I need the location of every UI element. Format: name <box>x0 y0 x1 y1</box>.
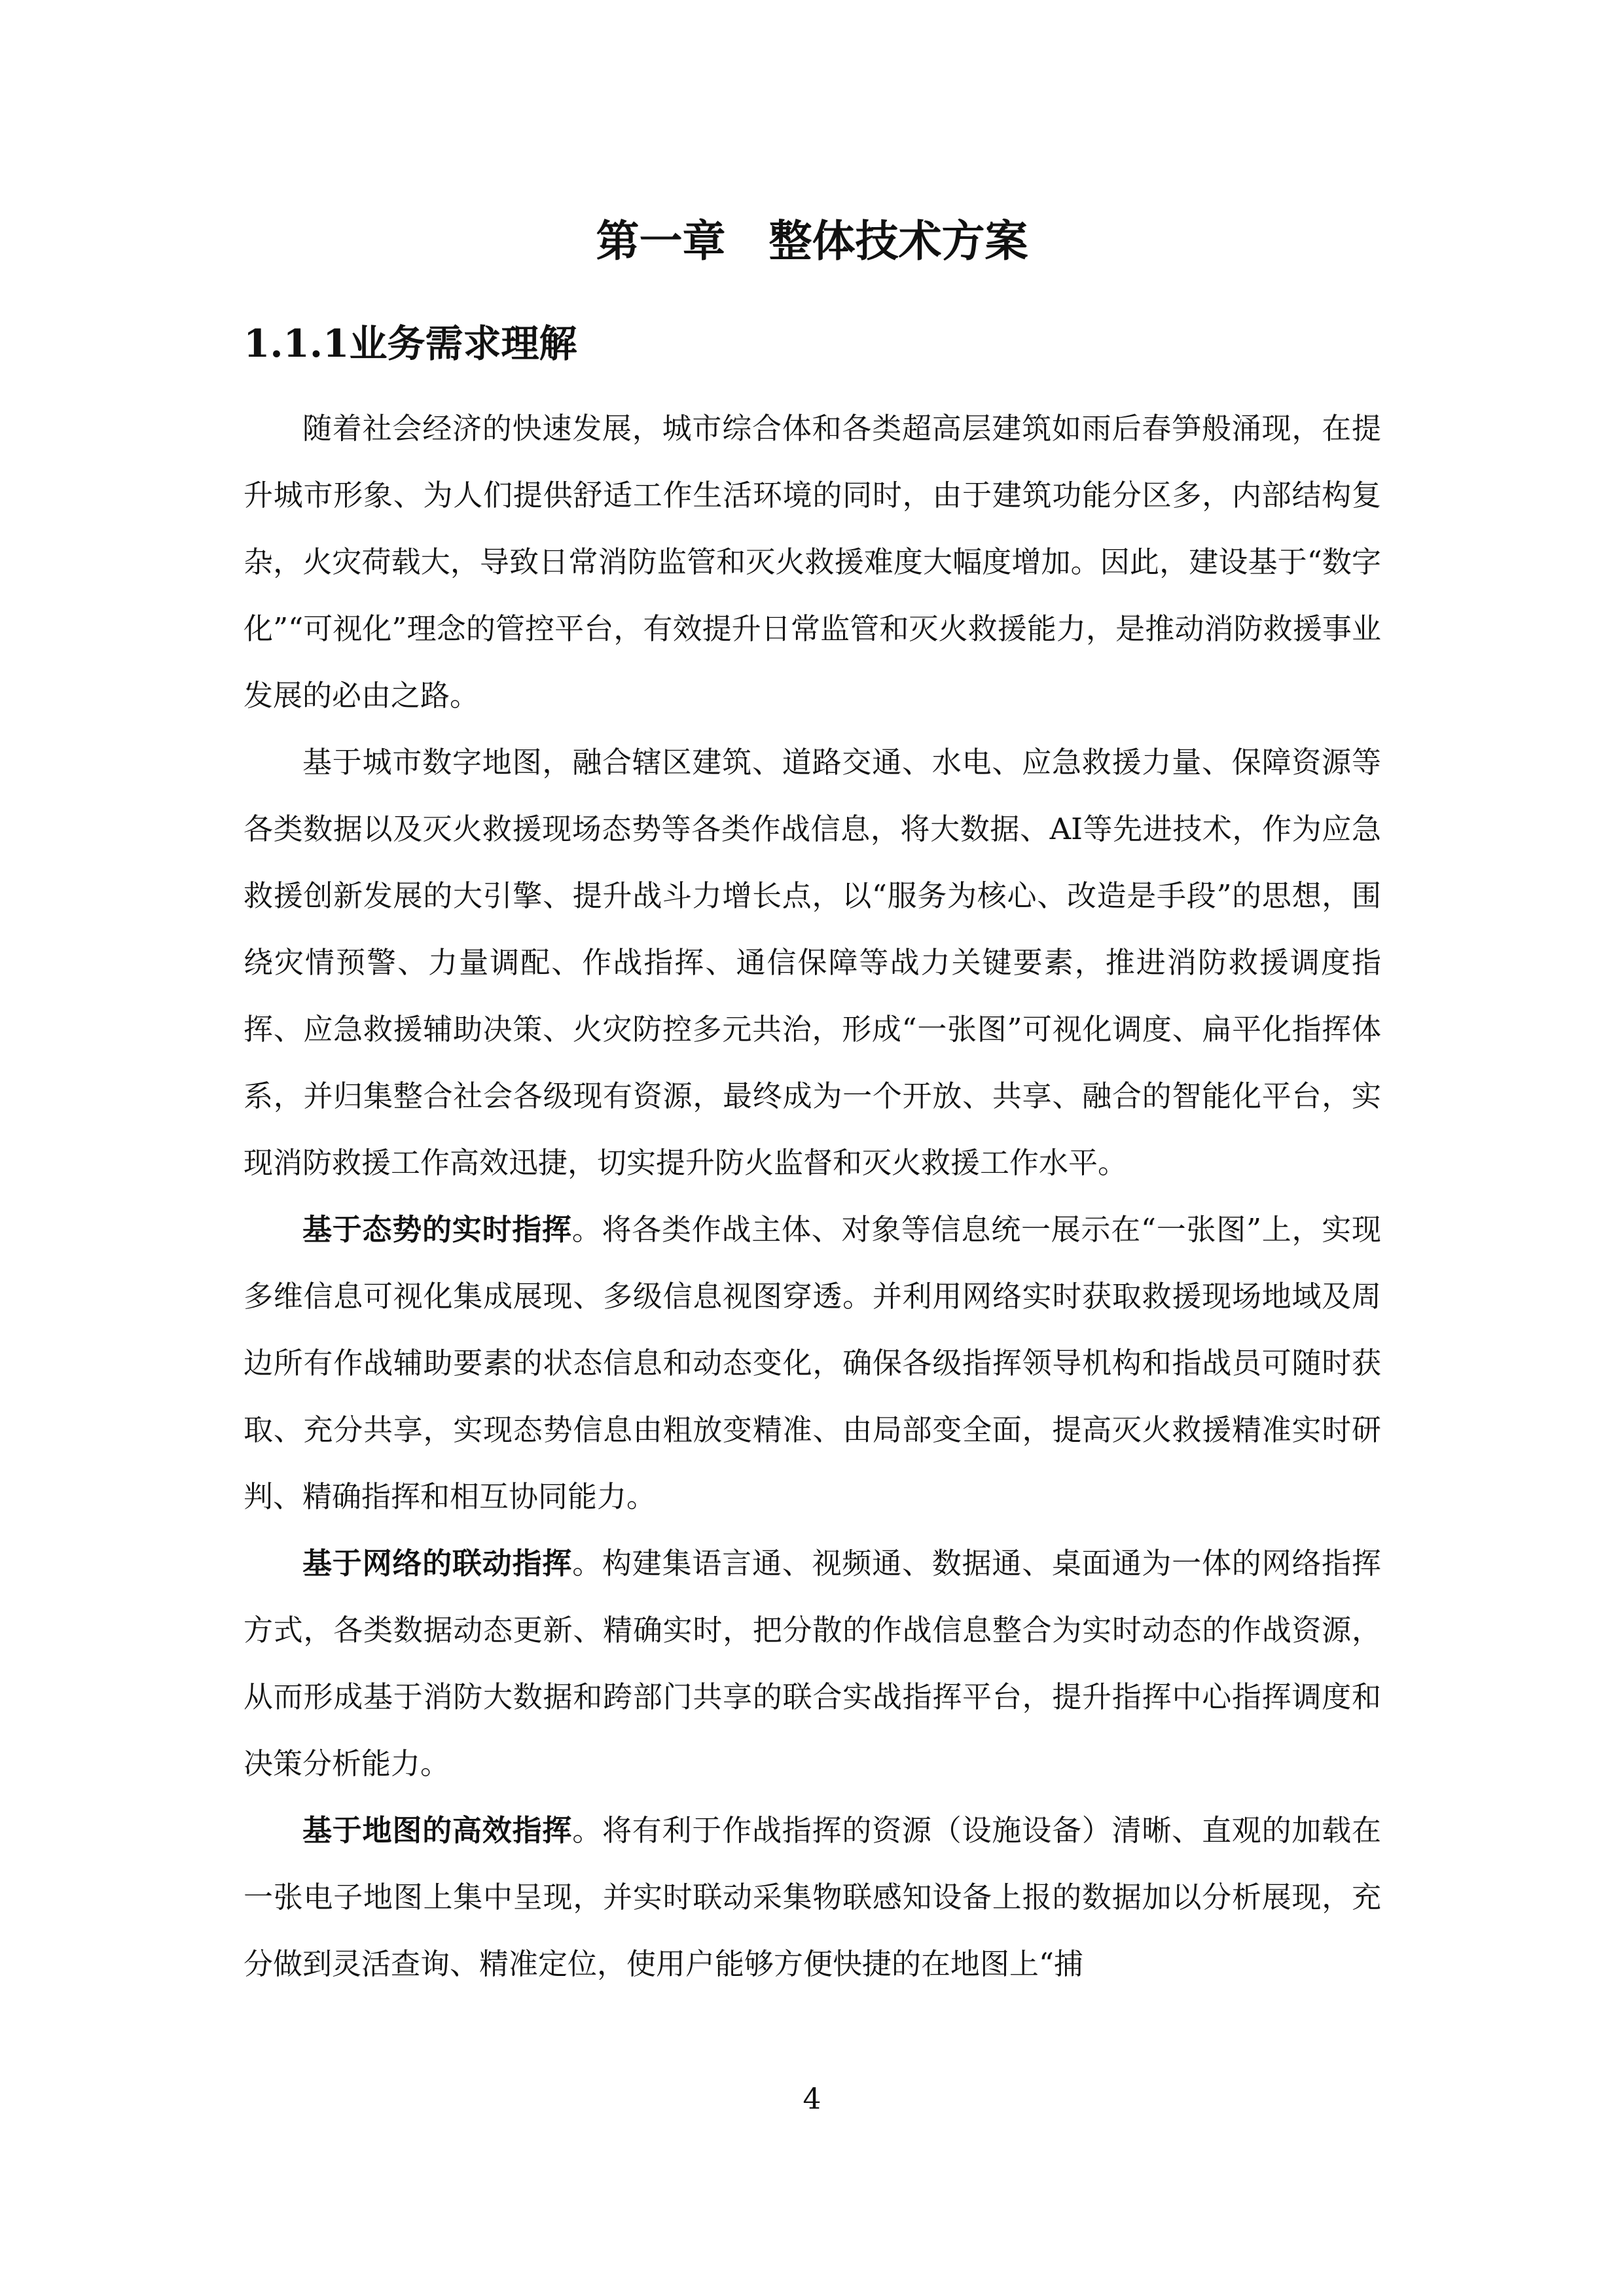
paragraph-overview <box>244 729 1381 1196</box>
paragraph-text: 。将有利于作战指挥的资源（设施设备）清晰、直观的加载在一张电子地图上集中呈现，并实时联动采集物联感知设备上报的数据加以分析展现，充分做到灵活查询、精准定位，使用户能够方便快捷的在地图上“捕 <box>244 1813 1381 1981</box>
paragraph-lead: 基于网络的联动指挥 <box>302 1546 573 1581</box>
chapter-title: 第一章 整体技术方案 <box>596 215 1028 266</box>
paragraph-text: 随着社会经济的快速发展，城市综合体和各类超高层建筑如雨后春笋般涌现，在提升城市形象、为人们提供舒适工作生活环境的同时，由于建筑功能分区多，内部结构复杂，火灾荷载大，导致日常消防监管和灭火救援难度大幅度增加。因此，建设基于“数字化”“可视化”理念的管控平台，有效提升日常监管和灭火救援能力，是推动消防救援事业发展的必由之路。 <box>244 411 1381 713</box>
paragraph-map-command <box>244 1797 1381 1998</box>
paragraph-text: 基于城市数字地图，融合辖区建筑、道路交通、水电、应急救援力量、保障资源等各类数据以及灭火救援现场态势等各类作战信息，将大数据、AI等先进技术，作为应急救援创新发展的大引擎、提升战斗力增长点，以“服务为核心、改造是手段”的思想，围绕灾情预警、力量调配、作战指挥、通信保障等战力关键要素，推进消防救援调度指挥、应急救援辅助决策、火灾防控多元共治，形成“一张图”可视化调度、扁平化指挥体系，并归集整合社会各级现有资源，最终成为一个开放、共享、融合的智能化平台，实现消防救援工作高效迅捷，切实提升防火监督和灭火救援工作水平。 <box>244 745 1381 1180</box>
section-heading: 1.1.1业务需求理解 <box>244 321 577 366</box>
paragraph-network-command <box>244 1530 1381 1797</box>
paragraph-lead: 基于地图的高效指挥 <box>302 1813 573 1848</box>
body-text <box>244 395 1381 1998</box>
paragraph-text: 。构建集语言通、视频通、数据通、桌面通为一体的网络指挥方式，各类数据动态更新、精确实时，把分散的作战信息整合为实时动态的作战资源，从而形成基于消防大数据和跨部门共享的联合实战指挥平台，提升指挥中心指挥调度和决策分析能力。 <box>244 1546 1381 1781</box>
paragraph-lead: 基于态势的实时指挥 <box>302 1212 572 1247</box>
paragraph-intro <box>244 395 1381 729</box>
paragraph-situational-command <box>244 1196 1381 1530</box>
paragraph-text: 。将各类作战主体、对象等信息统一展示在“一张图”上，实现多维信息可视化集成展现、多级信息视图穿透。并利用网络实时获取救援现场地域及周边所有作战辅助要素的状态信息和动态变化，确保各级指挥领导机构和指战员可随时获取、充分共享，实现态势信息由粗放变精准、由局部变全面，提高灭火救援精准实时研判、精确指挥和相互协同能力。 <box>244 1212 1381 1514</box>
page-number: 4 <box>803 2083 821 2116</box>
